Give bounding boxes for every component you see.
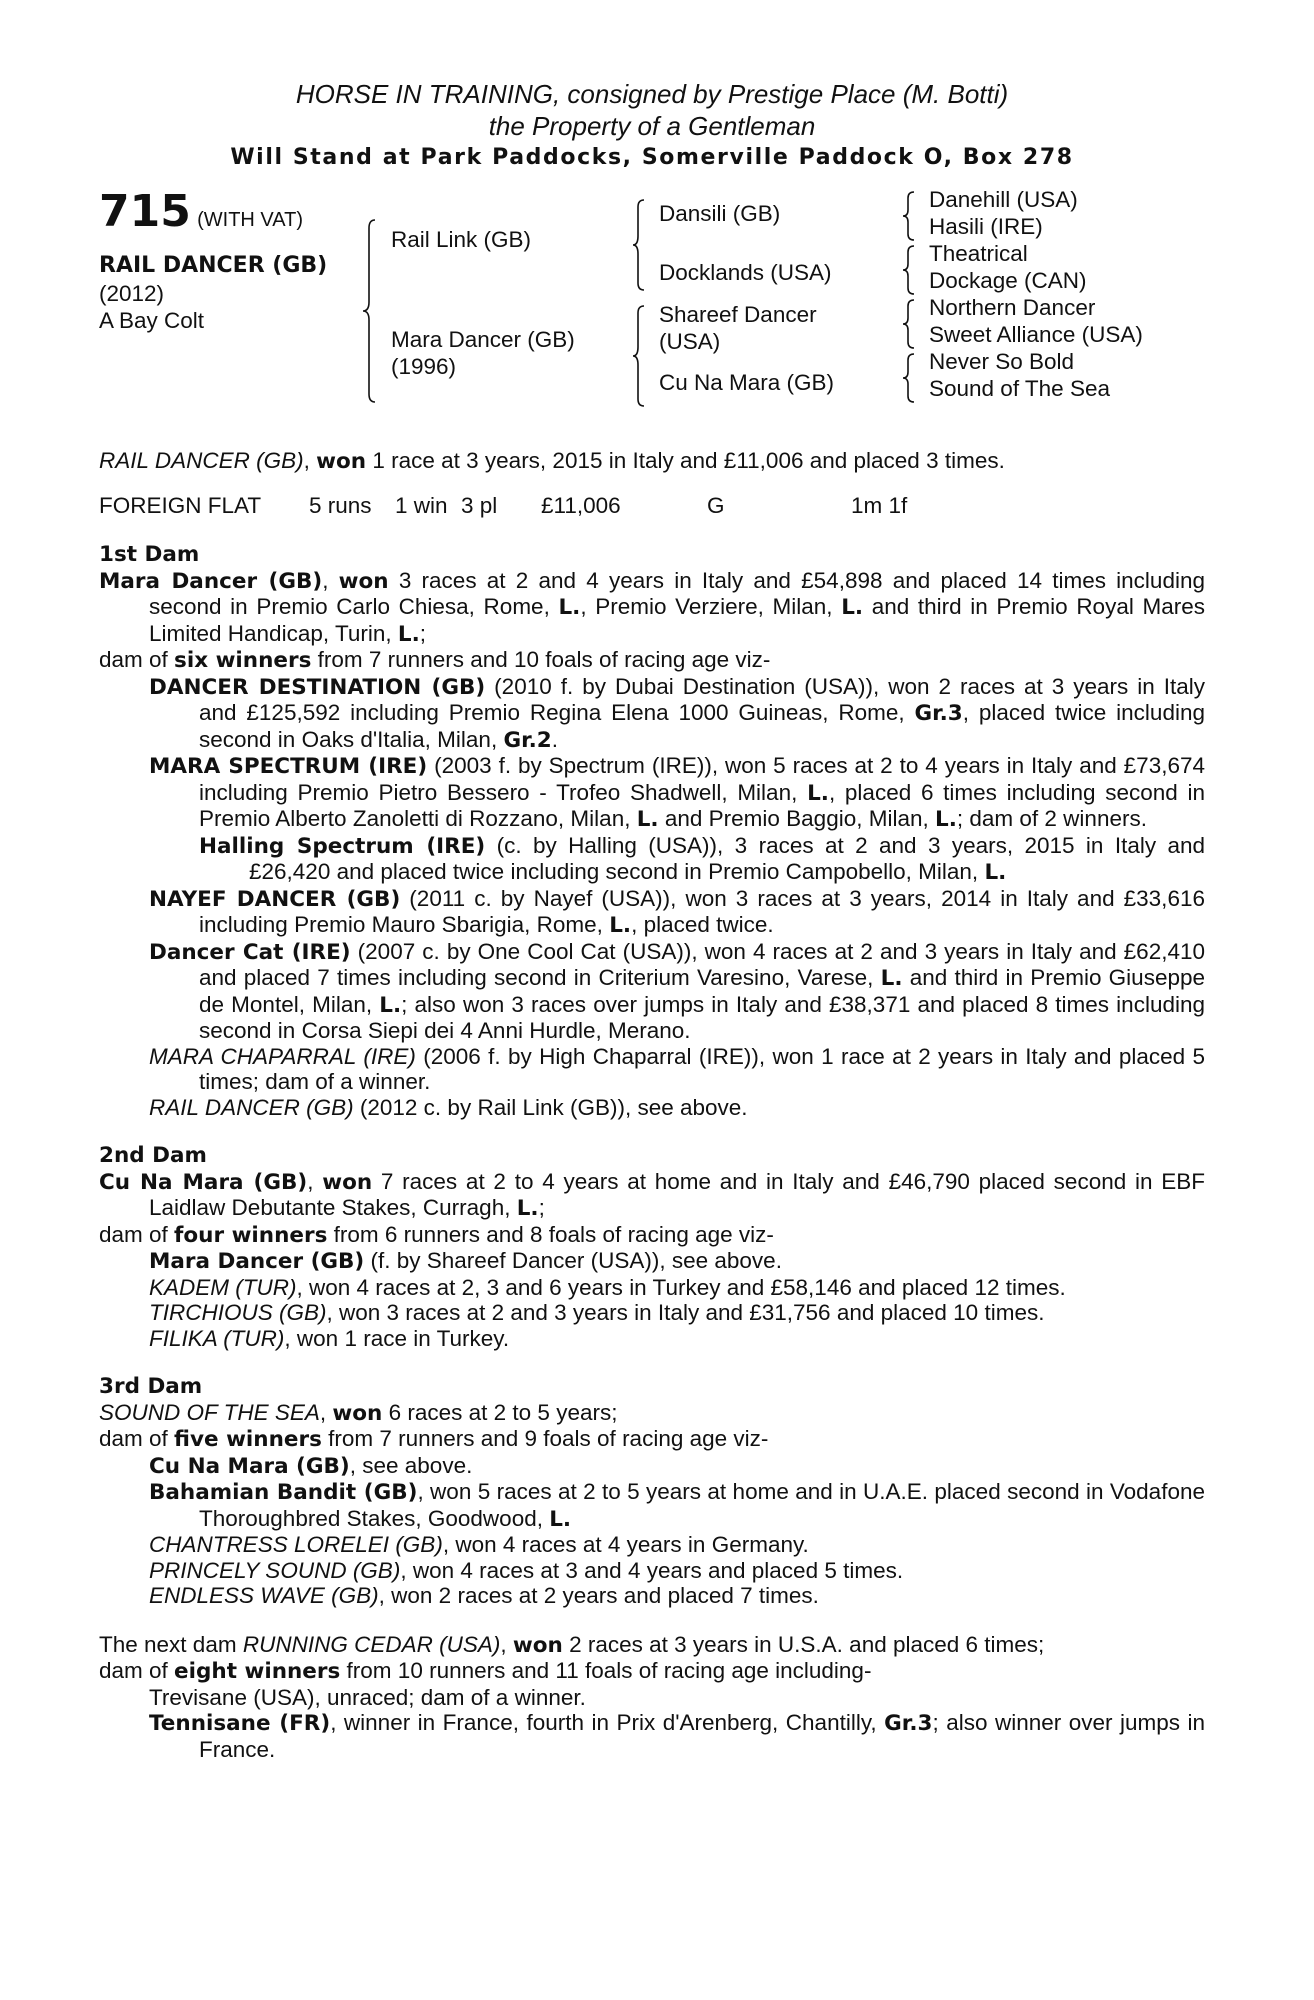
grand-produce-entry: Halling Spectrum (IRE) (c. by Halling (USA)), 3 races at 2 and 3 years, 2015 in Italy and £26,420 and placed twice including second in Premio Campobello, Milan, L. (199, 832, 1206, 885)
dam-produce-summary: dam of eight winners from 10 runners and 11 foals of racing age including- (99, 1658, 872, 1684)
record-placed: 3 pl (461, 493, 498, 518)
ss-dam: Hasili (IRE) (929, 214, 1043, 239)
produce-entry: Mara Dancer (GB) (f. by Shareef Dancer (USA)), see above. (149, 1248, 782, 1274)
dam-produce-summary: dam of six winners from 7 runners and 10 foals of racing age viz- (99, 647, 771, 673)
first-dam-section (99, 542, 1205, 1120)
horse-description: A Bay Colt (99, 308, 205, 333)
sire: Rail Link (GB) (391, 227, 532, 252)
produce-entry: DANCER DESTINATION (GB) (2010 f. by Dubai Destination (USA)), won 2 races at 3 years in Italy and £125,592 including Premio Regina Elena 1000 Guineas, Rome, Gr.3, placed twice including second in Oaks d'Italia, Milan, Gr.2. (149, 673, 1205, 753)
pedigree-brace-2 (631, 198, 649, 292)
produce-entry: KADEM (TUR), won 4 races at 2, 3 and 6 years in Turkey and £58,146 and placed 12 times. (149, 1274, 1066, 1300)
dam-produce-summary: dam of five winners from 7 runners and 9 foals of racing age viz- (99, 1426, 769, 1452)
sd-sire: Theatrical (929, 241, 1028, 266)
third-dam-section (99, 1374, 1205, 1609)
section-heading: 2nd Dam (99, 1143, 207, 1168)
stabling-line: Will Stand at Park Paddocks, Somerville Paddock O, Box 278 (230, 145, 1074, 170)
pedigree-brace-4 (901, 190, 919, 242)
consignor-line: HORSE IN TRAINING, consigned by Prestige Place (M. Botti) (295, 79, 1009, 109)
sire-dam: Docklands (USA) (659, 260, 832, 285)
foaling-year: (2012) (99, 281, 165, 306)
produce-entry: MARA CHAPARRAL (IRE) (2006 f. by High Chaparral (IRE)), won 1 race at 2 years in Italy and placed 5 times; dam of a winner. (149, 1043, 1205, 1094)
dam-produce-summary: dam of four winners from 6 runners and 8 foals of racing age viz- (99, 1221, 774, 1248)
horse-name: RAIL DANCER (GB) (99, 253, 328, 278)
produce-entry: Cu Na Mara (GB), see above. (149, 1452, 473, 1479)
section-heading: 1st Dam (99, 542, 200, 567)
sd-dam: Dockage (CAN) (929, 268, 1087, 293)
pedigree-brace-1 (361, 218, 381, 404)
property-line: the Property of a Gentleman (488, 111, 816, 141)
produce-entry: MARA SPECTRUM (IRE) (2003 f. by Spectrum (IRE)), won 5 races at 2 to 4 years in Italy and £73,674 including Premio Pietro Bessero - Trofeo Shadwell, Milan, L., placed 6 times including second in Premio Alberto Zanoletti di Rozzano, Milan, L. and Premio Baggio, Milan, L.; dam of 2 winners. (149, 753, 1205, 832)
race-record-row (99, 493, 1205, 519)
produce-entry: Trevisane (USA), unraced; dam of a winner. (149, 1684, 586, 1710)
pedigree-block (99, 188, 1205, 428)
dam-sire-country: (USA) (659, 329, 721, 354)
ds-sire: Northern Dancer (929, 295, 1096, 320)
dam-record: Cu Na Mara (GB), won 7 races at 2 to 4 years at home and in Italy and £46,790 placed second in EBF Laidlaw Debutante Stakes, Curragh, L.; (99, 1168, 1205, 1221)
pedigree-brace-3 (631, 304, 649, 408)
dam-name: Mara Dancer (GB) (391, 327, 575, 352)
lot-number-line (99, 188, 303, 236)
produce-entry: RAIL DANCER (GB) (2012 c. by Rail Link (GB)), see above. (149, 1094, 748, 1120)
dam-record: The next dam RUNNING CEDAR (USA), won 2 races at 3 years in U.S.A. and placed 6 times; (99, 1631, 1045, 1658)
record-label: FOREIGN FLAT (99, 493, 262, 518)
dd-dam: Sound of The Sea (929, 376, 1110, 401)
section-heading: 3rd Dam (99, 1374, 203, 1399)
lot-number: 715 (99, 186, 191, 237)
catalogue-page (99, 78, 1205, 1762)
produce-entry: ENDLESS WAVE (GB), won 2 races at 2 years and placed 7 times. (149, 1583, 819, 1608)
dam-record: Mara Dancer (GB), won 3 races at 2 and 4 years in Italy and £54,898 and placed 14 times including second in Premio Carlo Chiesa, Rome, L., Premio Verziere, Milan, L. and third in Premio Royal Mares Limited Handicap, Turin, L.; (99, 567, 1205, 647)
second-dam-section (99, 1143, 1205, 1351)
dam-dam: Cu Na Mara (GB) (659, 370, 835, 395)
produce-entry: PRINCELY SOUND (GB), won 4 races at 3 and 4 years and placed 5 times. (149, 1557, 904, 1583)
race-summary: RAIL DANCER (GB), won 1 race at 3 years, 2015 in Italy and £11,006 and placed 3 times. (99, 448, 1005, 474)
record-runs: 5 runs (309, 493, 372, 518)
sire-sire: Dansili (GB) (659, 201, 781, 226)
next-dam-section (99, 1632, 1205, 1763)
dam-sire-name: Shareef Dancer (659, 302, 817, 327)
produce-entry: Bahamian Bandit (GB), won 5 races at 2 to 5 years at home and in U.A.E. placed second in Vodafone Thoroughbred Stakes, Goodwood, L. (149, 1479, 1205, 1532)
dam-record: SOUND OF THE SEA, won 6 races at 2 to 5 years; (99, 1399, 618, 1426)
dd-sire: Never So Bold (929, 349, 1075, 374)
produce-entry: Dancer Cat (IRE) (2007 c. by One Cool Cat (USA)), won 4 races at 2 and 3 years in Italy and £62,410 and placed 7 times including second in Criterium Varesino, Varese, L. and third in Premio Giuseppe de Montel, Milan, L.; also won 3 races over jumps in Italy and £38,371 and placed 8 times including second in Corsa Siepi dei 4 Anni Hurdle, Merano. (149, 938, 1205, 1043)
record-earnings: £11,006 (541, 493, 621, 518)
pedigree-brace-5 (901, 244, 919, 296)
record-going: G (707, 493, 725, 518)
produce-entry: FILIKA (TUR), won 1 race in Turkey. (149, 1325, 510, 1351)
record-distance: 1m 1f (851, 493, 908, 518)
pedigree-brace-7 (901, 352, 919, 404)
pedigree-brace-6 (901, 298, 919, 350)
grand-produce-entry: Tennisane (FR), winner in France, fourth in Prix d'Arenberg, Chantilly, Gr.3; also winner over jumps in France. (149, 1710, 1205, 1762)
ds-dam: Sweet Alliance (USA) (929, 322, 1143, 347)
dam-year: (1996) (391, 354, 457, 379)
produce-entry: TIRCHIOUS (GB), won 3 races at 2 and 3 years in Italy and £31,756 and placed 10 times. (149, 1300, 1045, 1325)
produce-entry: NAYEF DANCER (GB) (2011 c. by Nayef (USA)), won 3 races at 3 years, 2014 in Italy and £33,616 including Premio Mauro Sbarigia, Rome, L., placed twice. (149, 885, 1205, 938)
vat-note: (WITH VAT) (197, 209, 304, 231)
produce-entry: CHANTRESS LORELEI (GB), won 4 races at 4 years in Germany. (149, 1532, 809, 1557)
record-wins: 1 win (395, 493, 448, 518)
ss-sire: Danehill (USA) (929, 187, 1078, 212)
